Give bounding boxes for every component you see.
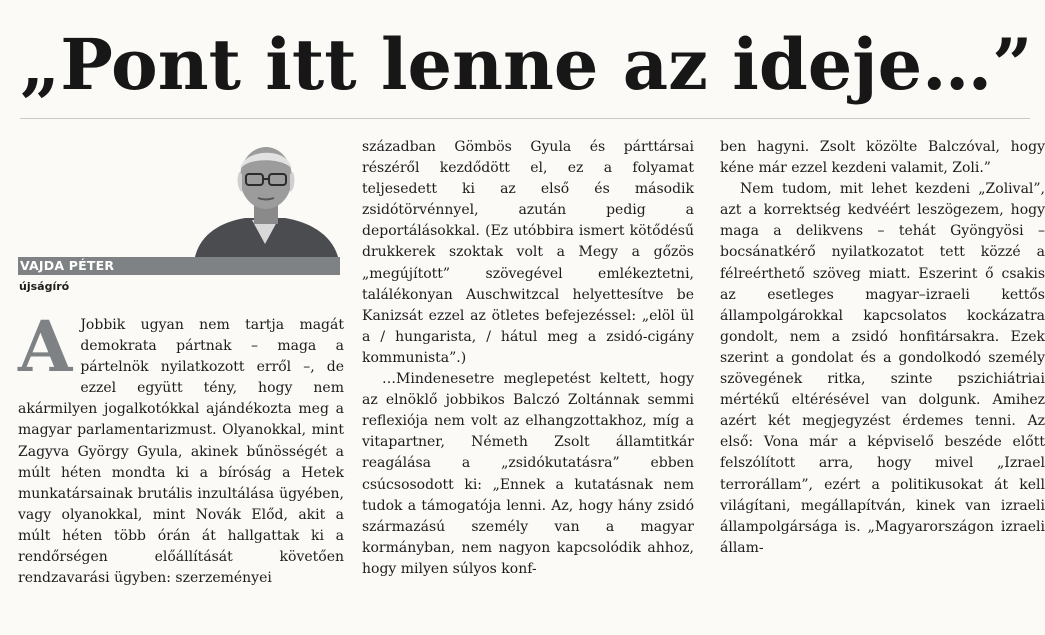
author-portrait-icon <box>190 140 340 257</box>
author-name: VAJDA PÉTER <box>18 257 340 275</box>
article-column-3 <box>720 137 1045 559</box>
paragraph: ben hagyni. Zsolt közölte Balczóval, hogy kéne már ezzel kezdeni valamit, Zoli.” <box>720 139 1045 177</box>
paragraph: Nem tudom, mit lehet kezdeni „Zolival”, azt a korrektség kedvéért leszögezem, hogy maga a delikvens – tehát Gyöngyösi – bocsánatkérő nyilatkozatot tett közzé a félreérthető szöveg miatt. Eszerint ő csakis az esetleges magyar–izraeli kettős állampolgárokkal kapcsolatos kockázatra gondolt, nem a zsidó honfitársakra. Ezek szerint a gondolat és a gondolkodó személy szövegének ritka, szinte pszichiátriai mértékű eltérésével van dolgunk. Amihez azért két megjegyzést érdemes tenni. Az első: Vona már a képviselő beszéde előtt felszólított arra, hogy mivel „Izrael terrorállam”, ezért a politikusokat át kell világítani, megállapítván, kinek van izraeli állampolgársága is. „Magyarországon izraeli állam- <box>720 181 1045 556</box>
author-role: újságíró <box>19 280 70 293</box>
paragraph: században Gömbös Gyula és párttársai részéről kezdődött el, ez a folyamat teljesedett ki az első és második zsidótörvénnyel, azután pedig a deportálásokkal. (Ez utóbbira ismert kötődésű drukkerek szoktak volt a Megy a gőzös „megújított” szövegével emlékeztetni, találékonyan Auschwitzcal helyettesítve be Kanizsát ezzel az ötletes befejezéssel: „elöl ül a / hungarista, / hátul meg a zsidó-cigány kommunista”.) <box>362 139 694 366</box>
paragraph: …Mindenesetre meglepetést keltett, hogy az elnöklő jobbikos Balczó Zoltánnak semmi reflexiója nem volt az elhangzottakhoz, míg a vitapartner, Németh Zsolt államtitkár reagálása a „zsidókutatásra” ebben csúcsosodott ki: „Ennek a kutatásnak nem tudok a támogatója lenni. Az, hogy hány zsidó származású személy van a magyar kormányban, nem nagyon kapcsolódik ahhoz, hogy milyen súlyos konf- <box>362 371 694 577</box>
headline: „Pont itt lenne az ideje…” <box>20 23 1033 106</box>
headline-divider <box>20 118 1030 119</box>
paragraph: Jobbik ugyan nem tartja magát demokrata pártnak – maga a pártelnök nyilatkozott erről –, de ezzel együtt tény, hogy nem akármilyen jogalkotókkal ajándékozta meg a magyar parlamentarizmust. Olyanokkal, mint Zagyva György Gyula, akinek bűnösségét a múlt héten mondta ki a bíróság a Hetek munkatársainak brutális inzultálása ügyében, vagy olyanokkal, mint Novák Előd, akit a múlt héten több órán át hallgattak ki a rendőrségen előállítását követően rendzavarási ügyben: szerzeményei <box>18 317 344 587</box>
article-column-2 <box>362 137 694 580</box>
drop-cap: A <box>18 305 73 388</box>
article-column-1 <box>18 305 344 589</box>
author-photo <box>190 140 340 257</box>
